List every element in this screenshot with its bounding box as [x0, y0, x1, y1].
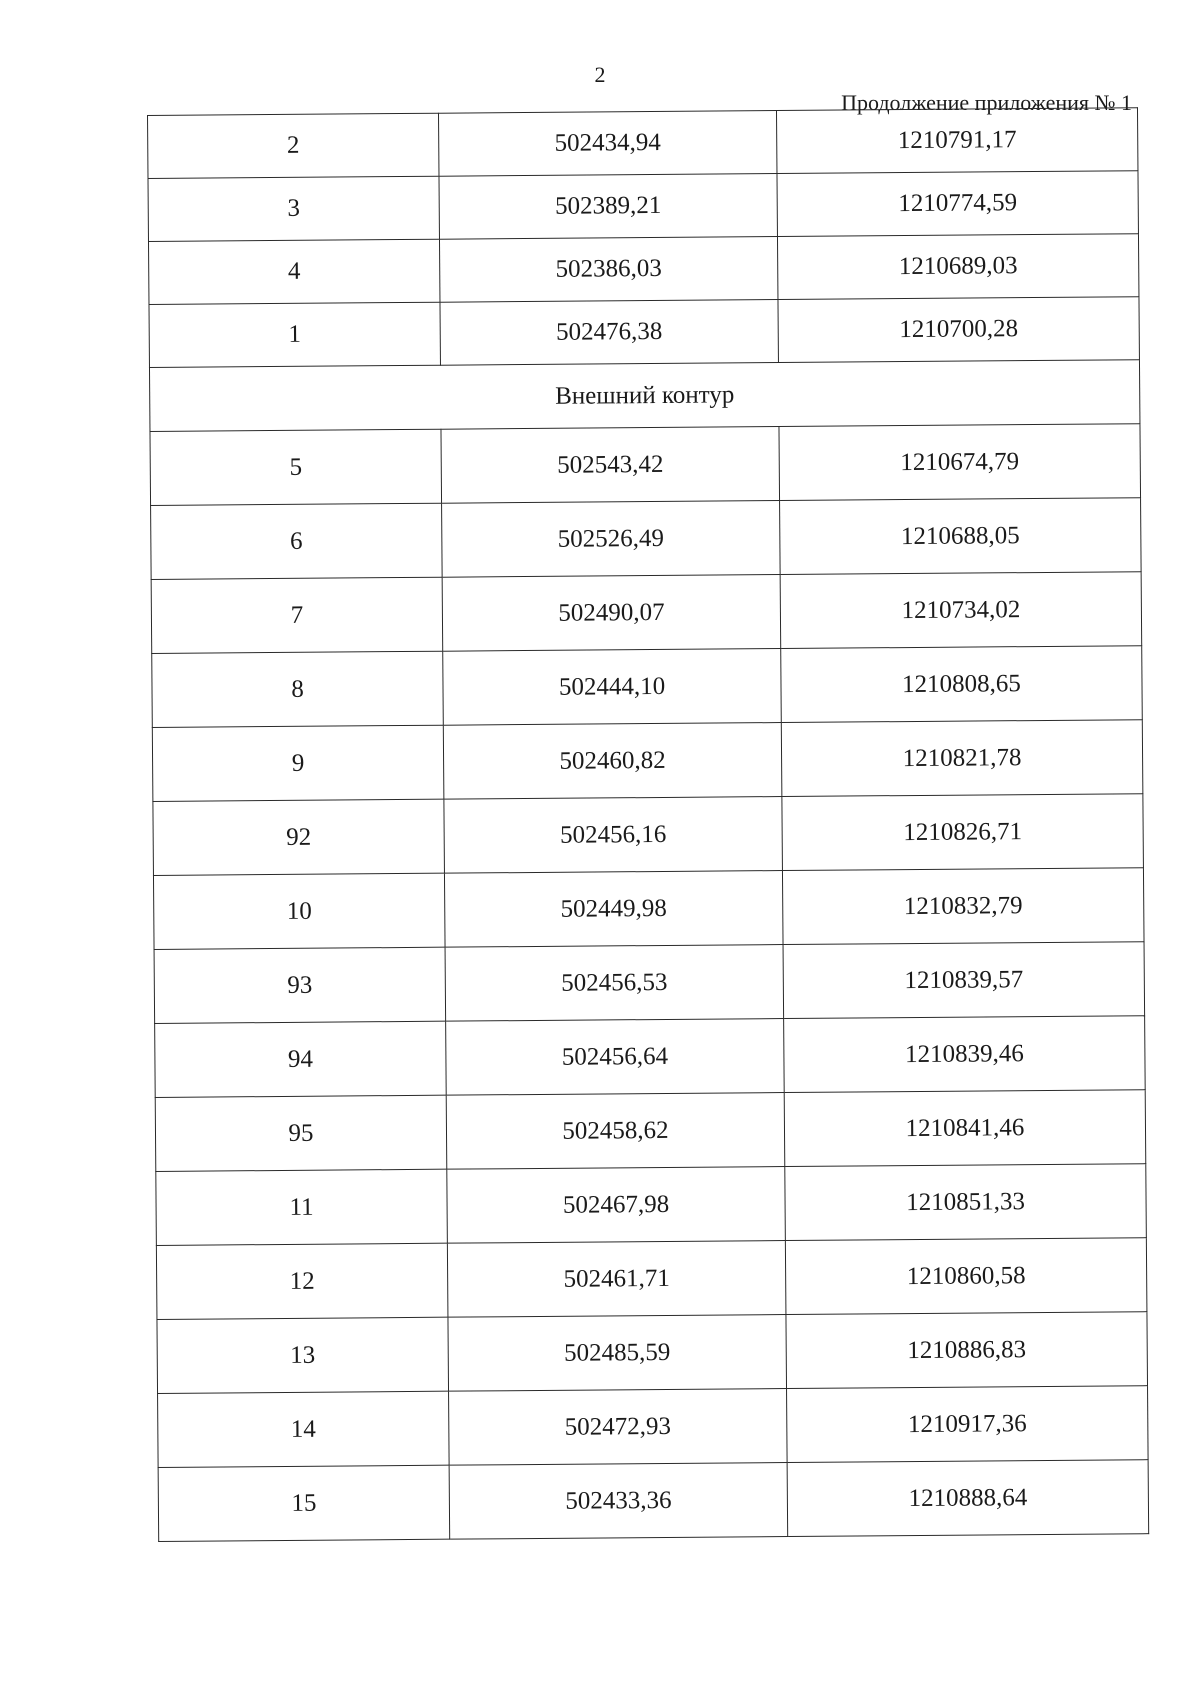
y-coordinate-cell: 1210841,46 [784, 1090, 1146, 1167]
table-row [151, 498, 1142, 580]
point-number-cell: 5 [150, 429, 442, 505]
x-coordinate-cell: 502490,07 [442, 575, 781, 652]
point-number-cell: 12 [156, 1243, 448, 1319]
x-coordinate-cell: 502386,03 [439, 237, 777, 303]
y-coordinate-cell: 1210860,58 [785, 1238, 1147, 1315]
x-coordinate-cell: 502485,59 [448, 1315, 787, 1392]
point-number-cell: 3 [148, 176, 439, 241]
y-coordinate-cell: 1210851,33 [785, 1164, 1147, 1241]
y-coordinate-cell: 1210917,36 [787, 1386, 1149, 1463]
table-row [148, 234, 1138, 305]
table-row [153, 794, 1144, 876]
table-row [156, 1164, 1147, 1246]
x-coordinate-cell: 502456,53 [445, 945, 784, 1022]
table-row [148, 108, 1138, 179]
point-number-cell: 92 [153, 799, 445, 875]
table-row [150, 424, 1141, 506]
point-number-cell: 95 [155, 1095, 447, 1171]
point-number-cell: 6 [151, 503, 443, 579]
continuation-note: Продолжение приложения № 1 [841, 90, 1132, 115]
table-row [152, 646, 1143, 728]
x-coordinate-cell: 502461,71 [447, 1241, 786, 1318]
table-row [158, 1386, 1149, 1468]
point-number-cell: 2 [148, 113, 439, 178]
x-coordinate-cell: 502449,98 [444, 871, 783, 948]
point-number-cell: 8 [152, 651, 444, 727]
page-number: 2 [594, 62, 606, 87]
point-number-cell: 94 [155, 1021, 447, 1097]
x-coordinate-cell: 502543,42 [441, 427, 780, 504]
x-coordinate-cell: 502434,94 [438, 111, 776, 177]
y-coordinate-cell: 1210688,05 [780, 498, 1142, 575]
table-row [154, 942, 1145, 1024]
table-row [148, 171, 1138, 242]
y-coordinate-cell: 1210826,71 [782, 794, 1144, 871]
x-coordinate-cell: 502433,36 [449, 1463, 788, 1540]
y-coordinate-cell: 1210808,65 [781, 646, 1143, 723]
y-coordinate-cell: 1210839,57 [783, 942, 1145, 1019]
x-coordinate-cell: 502444,10 [443, 649, 782, 726]
table-row [152, 720, 1143, 802]
x-coordinate-cell: 502476,38 [440, 300, 778, 366]
x-coordinate-cell: 502458,62 [446, 1093, 785, 1170]
point-number-cell: 9 [152, 725, 444, 801]
point-number-cell: 93 [154, 947, 446, 1023]
table-row [158, 1460, 1149, 1542]
point-number-cell: 13 [157, 1317, 449, 1393]
table-row [157, 1312, 1148, 1394]
y-coordinate-cell: 1210774,59 [777, 171, 1138, 237]
point-number-cell: 4 [148, 239, 439, 304]
x-coordinate-cell: 502389,21 [439, 174, 777, 240]
table-row [151, 572, 1142, 654]
section-row [149, 360, 1139, 432]
table-row [149, 297, 1139, 368]
point-number-cell: 11 [156, 1169, 448, 1245]
x-coordinate-cell: 502526,49 [442, 501, 781, 578]
coordinates-table [147, 107, 1149, 1542]
point-number-cell: 14 [158, 1391, 450, 1467]
section-title: Внешний контур [149, 360, 1139, 432]
x-coordinate-cell: 502460,82 [443, 723, 782, 800]
point-number-cell: 10 [153, 873, 445, 949]
x-coordinate-cell: 502467,98 [447, 1167, 786, 1244]
y-coordinate-cell: 1210821,78 [781, 720, 1143, 797]
y-coordinate-cell: 1210886,83 [786, 1312, 1148, 1389]
point-number-cell: 15 [158, 1465, 450, 1541]
y-coordinate-cell: 1210689,03 [777, 234, 1138, 300]
point-number-cell: 1 [149, 302, 440, 367]
table-row [155, 1016, 1146, 1098]
y-coordinate-cell: 1210832,79 [782, 868, 1144, 945]
y-coordinate-cell: 1210674,79 [779, 424, 1141, 501]
table-row [156, 1238, 1147, 1320]
table-row [153, 868, 1144, 950]
coordinates-table-body [148, 108, 1149, 1542]
y-coordinate-cell: 1210734,02 [780, 572, 1142, 649]
y-coordinate-cell: 1210888,64 [787, 1460, 1149, 1537]
y-coordinate-cell: 1210700,28 [778, 297, 1139, 363]
point-number-cell: 7 [151, 577, 443, 653]
y-coordinate-cell: 1210839,46 [784, 1016, 1146, 1093]
x-coordinate-cell: 502472,93 [449, 1389, 788, 1466]
x-coordinate-cell: 502456,64 [446, 1019, 785, 1096]
x-coordinate-cell: 502456,16 [444, 797, 783, 874]
table-row [155, 1090, 1146, 1172]
y-coordinate-cell: 1210791,17 [776, 108, 1137, 174]
